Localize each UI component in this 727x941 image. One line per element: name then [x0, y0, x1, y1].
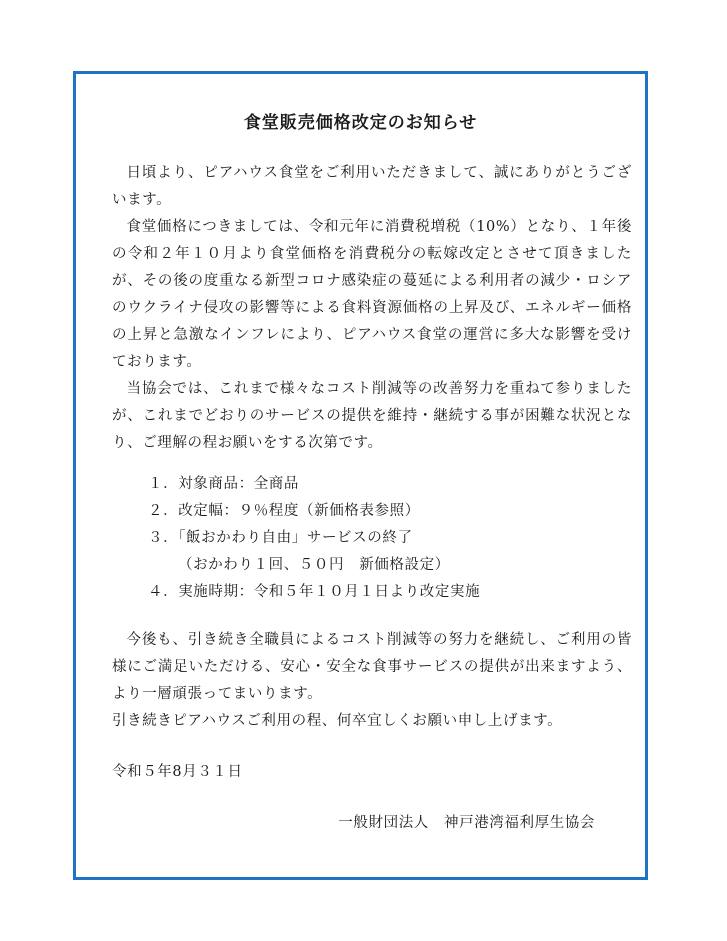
list-item-effective-date: ４．実施時期：令和５年１０月１日より改定実施: [148, 584, 481, 600]
list-item-refill-price-note: （おかわり１回、５０円 新価格設定）: [178, 557, 450, 573]
change-items-list: [148, 471, 608, 606]
intro-paragraph-greeting: 日頃より、ピアハウス食堂をご利用いただきまして、誠にありがとうございます。: [112, 165, 632, 208]
intro-section: [112, 160, 632, 457]
intro-paragraph-background: 食堂価格につきましては、令和元年に消費税増税（10%）となり、１年後の令和２年１０月より食堂価格を消費税分の転嫁改定とさせて頂きましたが、その後の度重なる新型コロナ感染症の蔓延による利用者の減少・ロシアのウクライナ侵攻の影響等による食料資源価格の上昇及び、エネルギー価格の上昇と急激なインフレにより、ピアハウス食堂の運営に多大な影響を受けております。: [112, 219, 632, 370]
notice-frame: [73, 71, 648, 880]
list-item-revision-rate: ２．改定幅：９％程度（新価格表参照）: [148, 503, 420, 519]
notice-date: 令和５年8月３１日: [112, 764, 243, 780]
issuer-signature: 一般財団法人 神戸港湾福利厚生協会: [338, 815, 595, 831]
list-item-target-products: １．対象商品：全商品: [148, 476, 299, 492]
closing-section: [112, 627, 632, 735]
closing-paragraph-thanks: 引き続きピアハウスご利用の程、何卒宜しくお願い申し上げます。: [112, 713, 563, 729]
intro-paragraph-request: 当協会では、これまで様々なコスト削減等の改善努力を重ねて参りましたが、これまでどおりのサービスの提供を維持・継続する事が困難な状況となり、ご理解の程お願いをする次第です。: [112, 381, 632, 451]
closing-paragraph-commitment: 今後も、引き続き全職員によるコスト削減等の努力を継続し、ご利用の皆様にご満足いただける、安心・安全な食事サービスの提供が出来ますよう、より一層頑張ってまいります。: [112, 632, 632, 702]
list-item-free-refill-end: ３．「飯おかわり自由」サービスの終了: [148, 530, 413, 546]
notice-title: 食堂販売価格改定のお知らせ: [243, 113, 478, 133]
